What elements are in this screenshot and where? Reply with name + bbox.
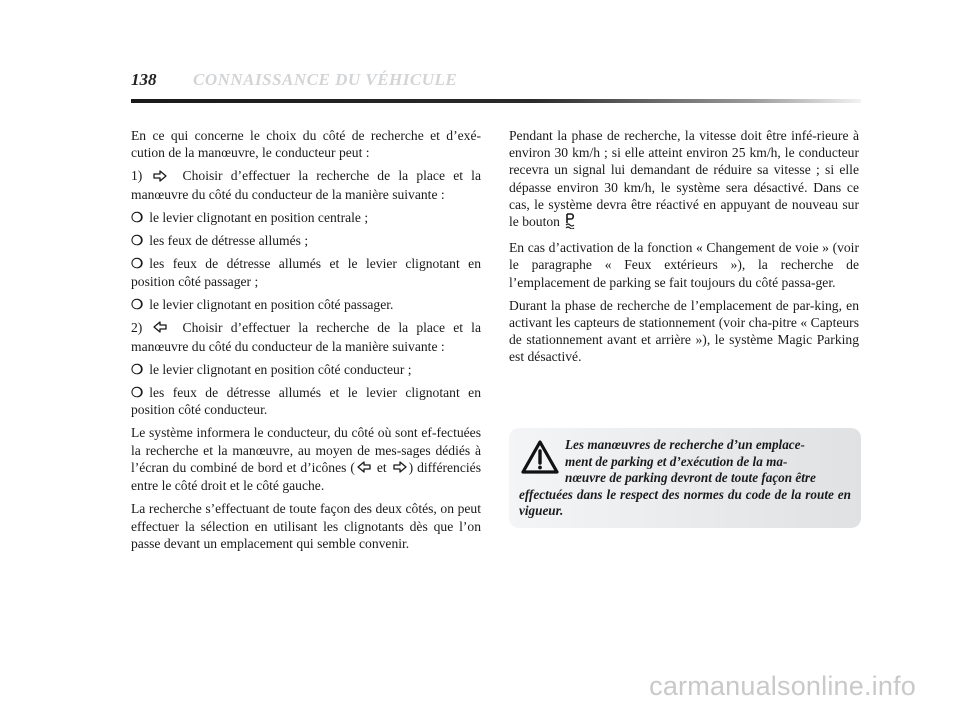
option-2 (131, 319, 481, 355)
intro-paragraph: En ce qui concerne le choix du côté de recherche et d’exé-cution de la manœuvre, le conducteur peut : (131, 128, 481, 161)
list-item: ❍ le levier clignotant en position centrale ; (131, 210, 369, 226)
section-title: CONNAISSANCE DU VÉHICULE (193, 70, 458, 89)
bullet-icon: ❍ (131, 210, 144, 226)
option-2-number: 2) (131, 320, 143, 336)
lane-change-paragraph: En cas d’activation de la fonction « Changement de voie » (voir le paragraphe « Feux extérieurs »), la recherche de l’emplacement de parking se fait toujours du côté passa-ger. (509, 240, 859, 290)
list-item: ❍ les feux de détresse allumés ; (131, 233, 309, 249)
warning-text: Les manœuvres de recherche d’un emplace- ment de parking et d’exécution de la ma- nœuvre de parking devront de toute façon être effectuées dans le respect des normes du code de la route en vigueur. (519, 437, 851, 519)
option-1-number: 1) (131, 168, 143, 184)
info-paragraph: Le système informera le conducteur, du côté où sont ef-fectuées la recherche et la manœuvre, au moyen de mes-sages dédiés à l’écran du combiné de bord et d’icônes ( et ) différenciés entre le côté droit et le côté gauche. (131, 425, 481, 494)
list-item: ❍ les feux de détresse allumés et le levier clignotant en position côté passager ; (131, 256, 481, 289)
list-item: ❍ les feux de détresse allumés et le levier clignotant en position côté conducteur. (131, 384, 481, 418)
arrow-left-icon (153, 320, 167, 337)
parking-button-icon (565, 213, 577, 233)
header-rule (131, 99, 861, 103)
warning-box (509, 428, 861, 528)
list-item: ❍ le levier clignotant en position côté passager. (131, 296, 394, 312)
bullet-icon: ❍ (131, 296, 144, 312)
speed-paragraph: Pendant la phase de recherche, la vitesse doit être infé-rieure à environ 30 km/h ; si elle atteint environ 25 km/h, le conducteur recevra un signal lui demandant de réduire sa vitesse ; si elle dépasse environ 30 km/h, le système sera désactivé. Dans ce cas, le système devra être réactivé en appuyant de nouveau sur le bouton (509, 127, 859, 233)
list-item: ❍ le levier clignotant en position côté conducteur ; (131, 361, 412, 377)
sensors-paragraph: Durant la phase de recherche de l’emplacement de par-king, en activant les capteurs de stationnement (voir cha-pitre « Capteurs de stationnement avant et arrière »), le système Magic Parking est désactivé. (509, 297, 859, 365)
page-header (131, 66, 861, 106)
bullet-icon: ❍ (131, 361, 144, 377)
option-1-text: Choisir d’effectuer la recherche de la place et la manœuvre du côté du conducteur de la manière suivante : (131, 168, 481, 202)
left-column (131, 127, 481, 558)
page-number: 138 (131, 70, 157, 89)
arrow-right-icon (153, 169, 167, 186)
bullet-icon: ❍ (131, 256, 144, 272)
bullet-icon: ❍ (131, 384, 144, 400)
arrow-right-icon (393, 460, 407, 477)
arrow-left-icon (357, 460, 371, 477)
option-2-text: Choisir d’effectuer la recherche de la place et la manœuvre du côté du conducteur de la manière suivante : (131, 320, 481, 354)
watermark: carmanualsonline.info (649, 671, 916, 701)
final-paragraph: La recherche s’effectuant de toute façon des deux côtés, on peut effectuer la sélection en utilisant les clignotants dès que l’on passe devant un emplacement qui semble convenir. (131, 501, 481, 551)
right-column (509, 127, 859, 372)
option-1 (131, 167, 481, 203)
bullet-icon: ❍ (131, 233, 144, 249)
